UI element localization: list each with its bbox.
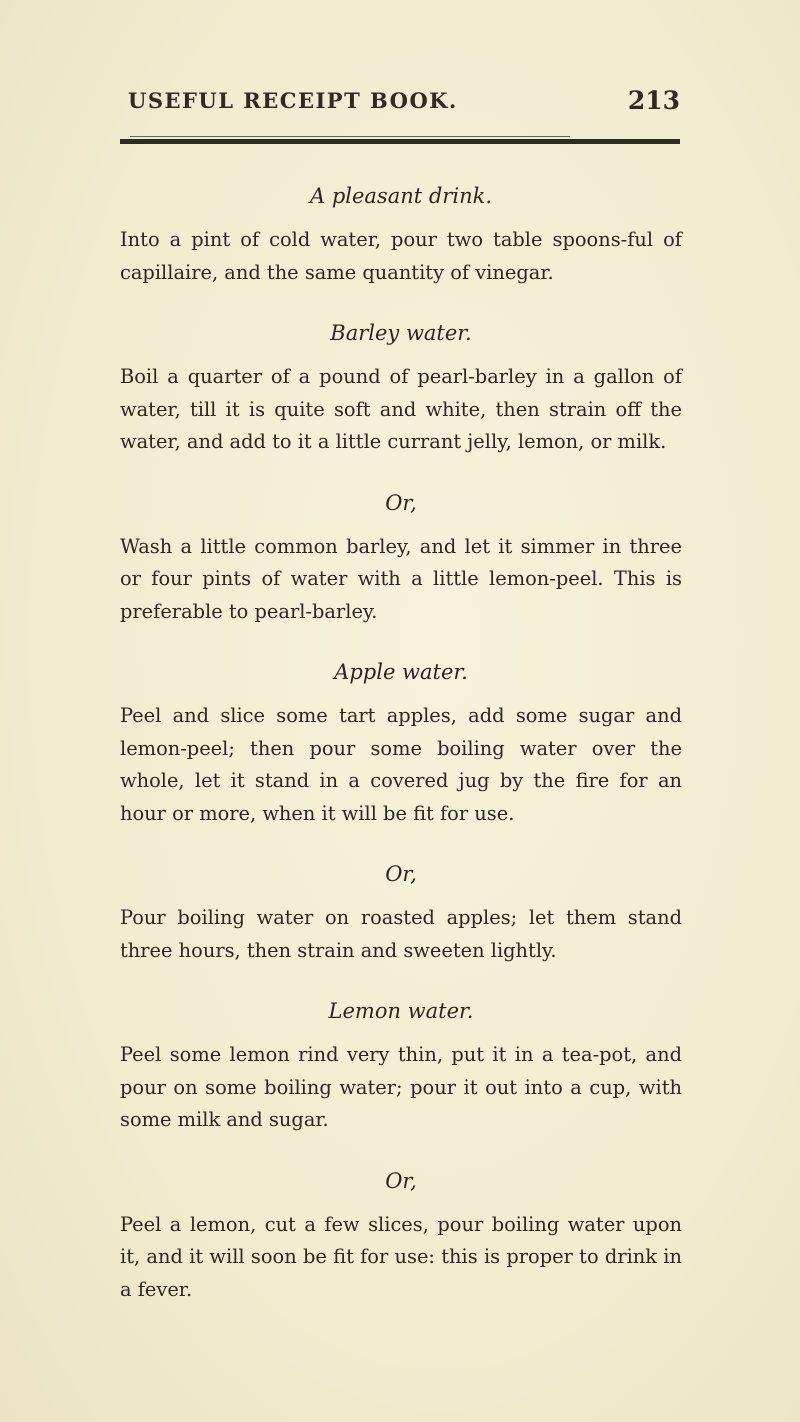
- page-number: 213: [627, 86, 680, 115]
- section-text-barley-water-alt: Wash a little common barley, and let it simmer in three or four pints of water with a little lemon-peel. This is preferable to pearl-barley.: [120, 534, 682, 623]
- section-title-apple-water: Apple water.: [334, 660, 468, 684]
- running-title: USEFUL RECEIPT BOOK.: [128, 88, 458, 113]
- section-text-apple-water-alt: Pour boiling water on roasted apples; let them stand three hours, then strain and sweeten lightly.: [120, 906, 682, 962]
- header-rule-thin: [130, 136, 570, 137]
- section-text-lemon-water-alt: Peel a lemon, cut a few slices, pour boiling water upon it, and it will soon be fit for use: this is proper to drink in a fever.: [120, 1212, 682, 1301]
- section-title-apple-water-alt: Or,: [385, 862, 417, 886]
- section-title-lemon-water-alt: Or,: [385, 1168, 417, 1193]
- section-text-pleasant-drink: Into a pint of cold water, pour two table spoons-ful of capillaire, and the same quantity of vinegar.: [120, 228, 682, 284]
- section-title-lemon-water: Lemon water.: [328, 999, 474, 1023]
- section-text-apple-water: Peel and slice some tart apples, add some sugar and lemon-peel; then pour some boiling water over the whole, let it stand in a covered jug by the fire for an hour or more, when it will be fit for use.: [120, 704, 682, 825]
- section-title-barley-water-alt: Or,: [385, 490, 417, 515]
- page-content: [120, 180, 682, 1306]
- running-head: [120, 88, 680, 128]
- section-text-barley-water: Boil a quarter of a pound of pearl-barley in a gallon of water, till it is quite soft and white, then strain off the water, and add to it a little currant jelly, lemon, or milk.: [120, 365, 682, 453]
- section-text-lemon-water: Peel some lemon rind very thin, put it in a tea-pot, and pour on some boiling water; pour it out into a cup, with some milk and sugar.: [120, 1043, 682, 1131]
- section-title-barley-water: Barley water.: [330, 321, 472, 345]
- header-rule: [120, 139, 680, 144]
- section-title-pleasant-drink: A pleasant drink.: [309, 184, 492, 208]
